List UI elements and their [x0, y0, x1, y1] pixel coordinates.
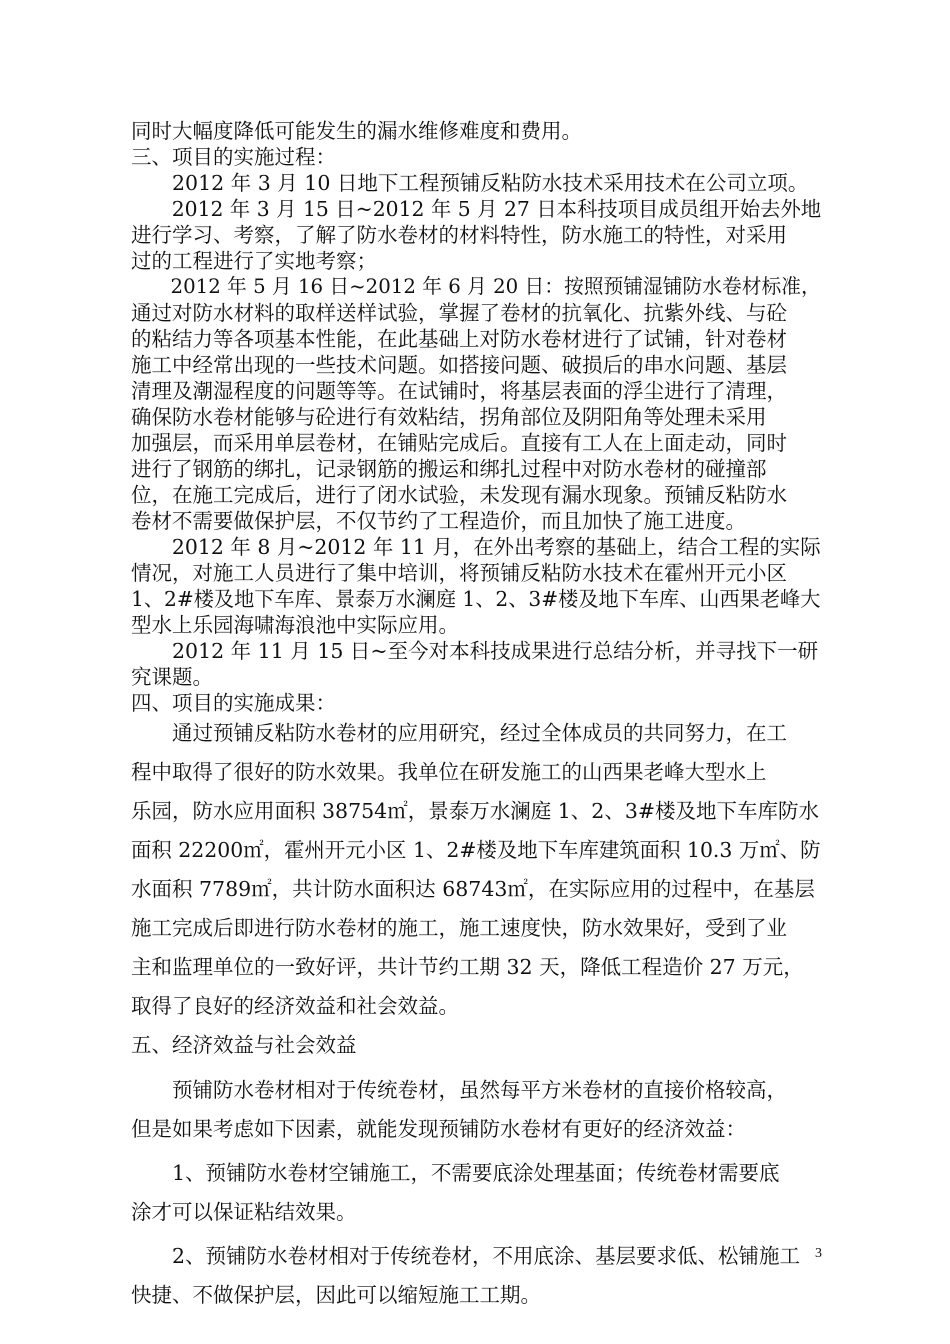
- text-line: 1、2#楼及地下车库、景泰万水澜庭 1、2、3#楼及地下车库、山西果老峰大: [131, 587, 821, 611]
- text-line: 卷材不需要做保护层，不仅节约了工程造价，而且加快了施工进度。: [131, 509, 746, 533]
- text-line: 通过对防水材料的取样送样试验，掌握了卷材的抗氧化、抗紫外线、与砼: [131, 301, 787, 325]
- text-line: 施工完成后即进行防水卷材的施工，施工速度快，防水效果好，受到了业: [131, 916, 787, 940]
- section-heading: 三、项目的实施过程：: [131, 145, 336, 169]
- text-line: 面积 22200㎡，霍州开元小区 1、2#楼及地下车库建筑面积 10.3 万㎡、防: [131, 838, 821, 862]
- text-line: 情况，对施工人员进行了集中培训，将预铺反粘防水技术在霍州开元小区: [131, 561, 787, 585]
- text-line: 涂才可以保证粘结效果。: [131, 1200, 357, 1224]
- text-line: 究课题。: [131, 665, 213, 689]
- text-line: 2、预铺防水卷材相对于传统卷材，不用底涂、基层要求低、松铺施工: [131, 1244, 801, 1268]
- page-number: 3: [815, 1246, 822, 1261]
- text-line: 确保防水卷材能够与砼进行有效粘结，拐角部位及阴阳角等处理未采用: [131, 405, 767, 429]
- text-line: 1、预铺防水卷材空铺施工，不需要底涂处理基面；传统卷材需要底: [131, 1161, 780, 1185]
- text-line: 进行学习、考察，了解了防水卷材的材料特性，防水施工的特性，对采用: [131, 223, 787, 247]
- text-line: 快捷、不做保护层，因此可以缩短施工工期。: [131, 1283, 541, 1307]
- text-line: 乐园，防水应用面积 38754㎡，景泰万水澜庭 1、2、3#楼及地下车库防水: [131, 799, 820, 823]
- text-line: 2012 年 3 月 15 日~2012 年 5 月 27 日本科技项目成员组开始去外地: [131, 197, 822, 221]
- section-heading: 五、经济效益与社会效益: [131, 1033, 357, 1057]
- text-line: 过的工程进行了实地考察；: [131, 249, 377, 273]
- text-line: 型水上乐园海啸海浪池中实际应用。: [131, 613, 459, 637]
- text-line: 主和监理单位的一致好评，共计节约工期 32 天，降低工程造价 27 万元，: [131, 955, 804, 979]
- text-line: 加强层，而采用单层卷材，在铺贴完成后。直接有工人在上面走动，同时: [131, 431, 787, 455]
- text-line: 2012 年 3 月 10 日地下工程预铺反粘防水技术采用技术在公司立项。: [131, 171, 809, 195]
- text-line: 水面积 7789㎡，共计防水面积达 68743㎡，在实际应用的过程中，在基层: [131, 877, 815, 901]
- text-line: 但是如果考虑如下因素，就能发现预铺防水卷材有更好的经济效益：: [131, 1117, 746, 1141]
- text-line: 2012 年 11 月 15 日~至今对本科技成果进行总结分析，并寻找下一研: [131, 639, 819, 663]
- text-line: 程中取得了很好的防水效果。我单位在研发施工的山西果老峰大型水上: [131, 760, 767, 784]
- text-line: 2012 年 5 月 16 日~2012 年 6 月 20 日：按照预铺湿铺防水卷材标准，: [131, 275, 821, 298]
- text-line: 预铺防水卷材相对于传统卷材，虽然每平方米卷材的直接价格较高，: [131, 1078, 787, 1102]
- text-line: 进行了钢筋的绑扎，记录钢筋的搬运和绑扎过程中对防水卷材的碰撞部: [131, 457, 767, 481]
- text-line: 的粘结力等各项基本性能，在此基础上对防水卷材进行了试铺，针对卷材: [131, 327, 787, 351]
- text-line: 位，在施工完成后，进行了闭水试验，未发现有漏水现象。预铺反粘防水: [131, 483, 787, 507]
- text-line: 施工中经常出现的一些技术问题。如搭接问题、破损后的串水问题、基层: [131, 353, 787, 377]
- text-line: 2012 年 8 月~2012 年 11 月，在外出考察的基础上，结合工程的实际: [131, 535, 821, 559]
- text-line: 取得了良好的经济效益和社会效益。: [131, 994, 459, 1018]
- section-heading: 四、项目的实施成果：: [131, 691, 336, 715]
- text-line: 清理及潮湿程度的问题等等。在试铺时，将基层表面的浮尘进行了清理，: [131, 379, 787, 403]
- text-line: 同时大幅度降低可能发生的漏水维修难度和费用。: [131, 119, 582, 143]
- text-line: 通过预铺反粘防水卷材的应用研究，经过全体成员的共同努力，在工: [131, 721, 787, 745]
